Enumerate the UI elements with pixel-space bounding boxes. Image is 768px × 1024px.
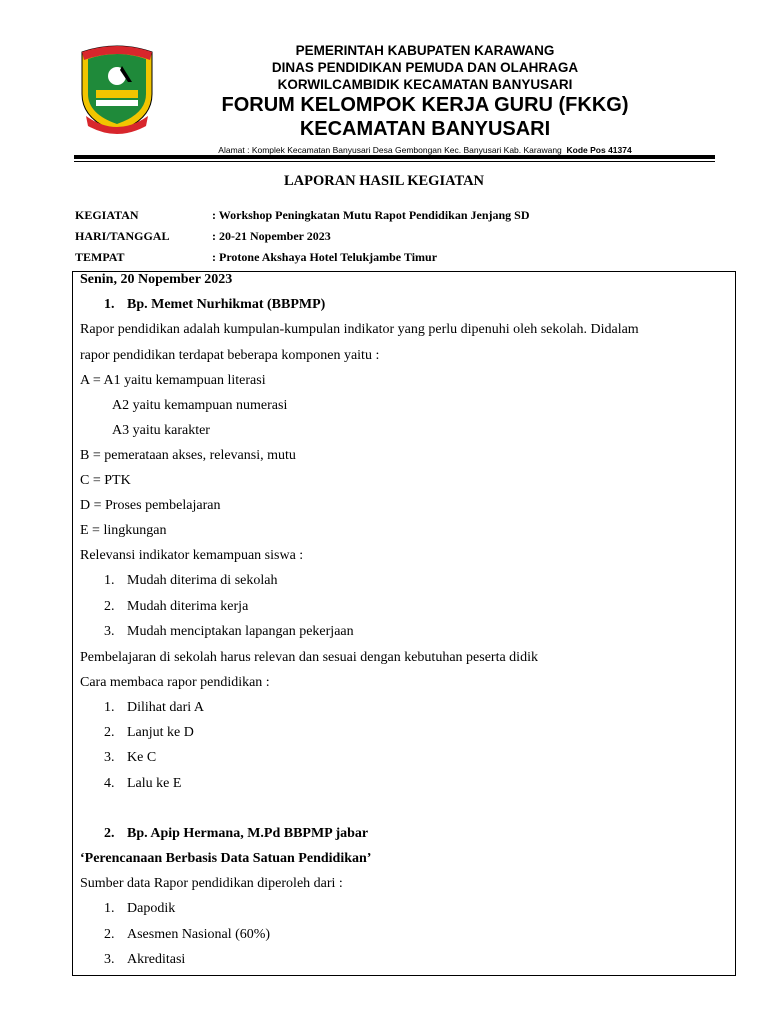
- list-number: 4.: [104, 776, 115, 791]
- letterhead-government: PEMERINTAH KABUPATEN KARAWANG: [295, 43, 555, 58]
- sumber-heading: Sumber data Rapor pendidikan diperoleh dari :: [80, 876, 343, 891]
- field-key: HARI/TANGGAL: [75, 229, 170, 243]
- list-number: 1.: [104, 901, 115, 916]
- letterhead-kecamatan: KECAMATAN BANYUSARI: [299, 118, 551, 140]
- date-heading: Senin, 20 Nopember 2023: [80, 272, 233, 287]
- list-number: 3.: [104, 750, 115, 765]
- letterhead: [0, 0, 768, 170]
- field-hari-tanggal: [75, 228, 331, 244]
- list-number: 1.: [104, 573, 115, 588]
- report-title: LAPORAN HASIL KEGIATAN: [283, 173, 485, 189]
- field-kegiatan: [75, 207, 530, 223]
- pembelajaran-line: Pembelajaran di sekolah harus relevan dan sesuai dengan kebutuhan peserta didik: [80, 650, 538, 665]
- list-number: 2.: [104, 599, 115, 614]
- component-a1: A = A1 yaitu kemampuan literasi: [80, 373, 266, 388]
- list-number: 2.: [104, 725, 115, 740]
- paragraph-line: rapor pendidikan terdapat beberapa komponen yaitu :: [80, 348, 380, 363]
- postal-code: Kode Pos 41374: [566, 145, 632, 155]
- speaker1-number: 1.: [104, 297, 115, 312]
- component-a3: A3 yaitu karakter: [112, 423, 210, 438]
- cara-heading: Cara membaca rapor pendidikan :: [80, 675, 270, 690]
- field-tempat: [75, 249, 437, 265]
- paragraph-line: Rapor pendidikan adalah kumpulan-kumpulan indikator yang perlu dipenuhi oleh sekolah. Didalam: [80, 322, 639, 337]
- speaker2-name: Bp. Apip Hermana, M.Pd BBPMP jabar: [127, 826, 369, 841]
- letterhead-korwil: KORWILCAMBIDIK KECAMATAN BANYUSARI: [277, 77, 573, 92]
- speaker1-name: Bp. Memet Nurhikmat (BBPMP): [127, 297, 326, 312]
- letterhead-forum: FORUM KELOMPOK KERJA GURU (FKKG): [221, 94, 629, 116]
- letterhead-rule-thick: [74, 155, 715, 159]
- component-a2: A2 yaitu kemampuan numerasi: [112, 398, 288, 413]
- list-item: Mudah diterima di sekolah: [127, 573, 278, 588]
- field-value: : Workshop Peningkatan Mutu Rapot Pendidikan Jenjang SD: [212, 208, 530, 222]
- session-title: ‘Perencanaan Berbasis Data Satuan Pendidikan’: [80, 851, 372, 866]
- list-item: Dapodik: [127, 901, 176, 916]
- list-item: Asesmen Nasional (60%): [127, 927, 271, 942]
- field-key: TEMPAT: [75, 250, 125, 264]
- list-number: 2.: [104, 927, 115, 942]
- field-value: : Protone Akshaya Hotel Telukjambe Timur: [212, 250, 438, 264]
- relevansi-heading: Relevansi indikator kemampuan siswa :: [80, 548, 304, 563]
- list-number: 3.: [104, 952, 115, 967]
- karawang-emblem-logo: [78, 42, 156, 134]
- component-b: B = pemerataan akses, relevansi, mutu: [80, 448, 296, 463]
- letterhead-rule-thin: [74, 161, 715, 162]
- field-value: : 20-21 Nopember 2023: [212, 229, 331, 243]
- component-e: E = lingkungan: [80, 523, 167, 538]
- letterhead-department: DINAS PENDIDIKAN PEMUDA DAN OLAHRAGA: [271, 60, 579, 75]
- address-text: Alamat : Komplek Kecamatan Banyusari Desa Gembongan Kec. Banyusari Kab. Karawang: [218, 145, 562, 155]
- list-item: Lalu ke E: [127, 776, 182, 791]
- field-key: KEGIATAN: [75, 208, 139, 222]
- component-d: D = Proses pembelajaran: [80, 498, 221, 513]
- list-item: Dilihat dari A: [127, 700, 204, 715]
- list-item: Ke C: [127, 750, 157, 765]
- list-item: Lanjut ke D: [127, 725, 194, 740]
- speaker2-number: 2.: [104, 826, 115, 841]
- list-item: Akreditasi: [127, 952, 186, 967]
- list-item: Mudah diterima kerja: [127, 599, 249, 614]
- component-c: C = PTK: [80, 473, 131, 488]
- list-item: Mudah menciptakan lapangan pekerjaan: [127, 624, 354, 639]
- list-number: 3.: [104, 624, 115, 639]
- list-number: 1.: [104, 700, 115, 715]
